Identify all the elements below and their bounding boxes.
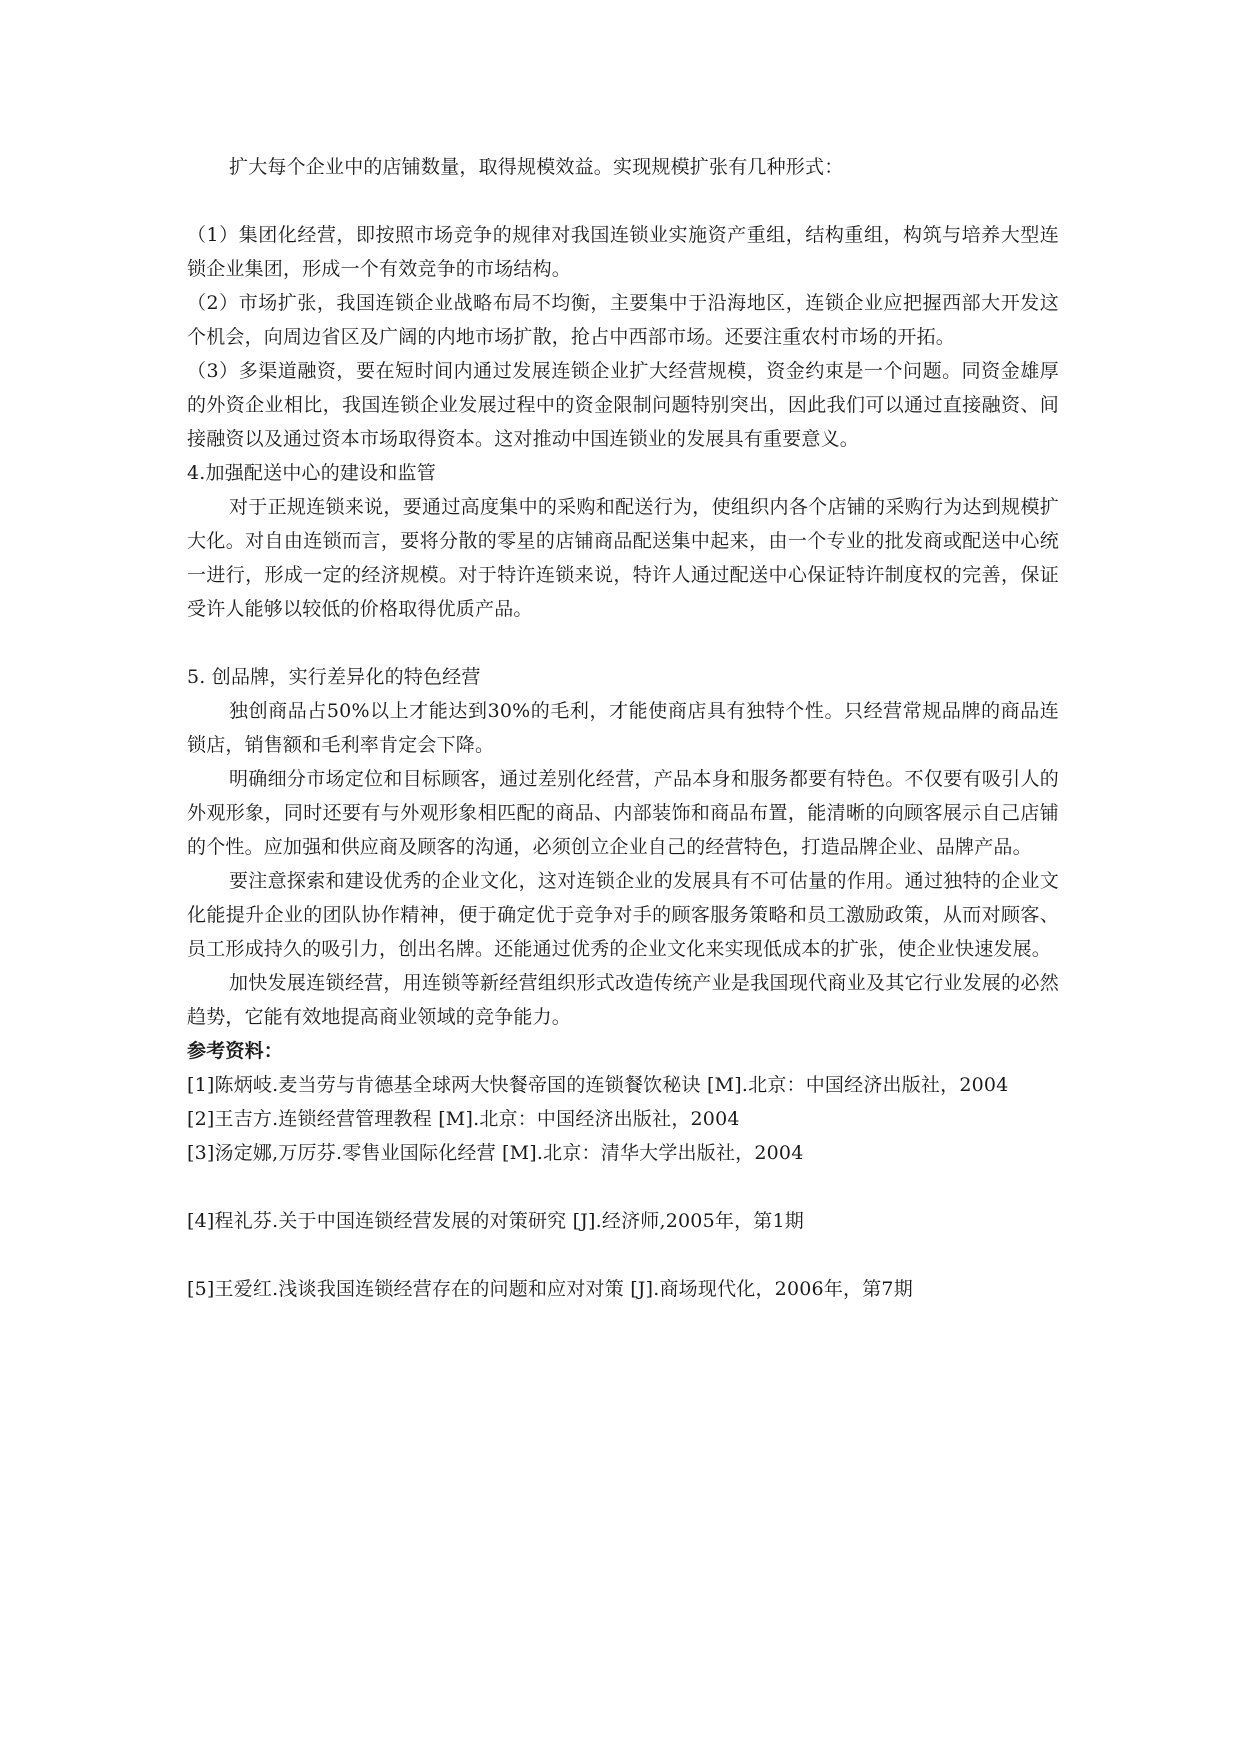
- list-item: （3）多渠道融资，要在短时间内通过发展连锁企业扩大经营规模，资金约束是一个问题。同资金雄厚的外资企业相比，我国连锁企业发展过程中的资金限制问题特别突出，因此我们可以通过直接融资、间接融资以及通过资本市场取得资本。这对推动中国连锁业的发展具有重要意义。: [187, 360, 1059, 450]
- body-paragraph: 明确细分市场定位和目标顾客，通过差别化经营，产品本身和服务都要有特色。不仅要有吸引人的外观形象，同时还要有与外观形象相匹配的商品、内部装饰和商品布置，能清晰的向顾客展示自己店铺的个性。应加强和供应商及顾客的沟通，必须创立企业自己的经营特色，打造品牌企业、品牌产品。: [187, 768, 1059, 858]
- references-title: 参考资料：: [187, 1040, 284, 1062]
- body-paragraph: 对于正规连锁来说，要通过高度集中的采购和配送行为，使组织内各个店铺的采购行为达到规模扩大化。对自由连锁而言，要将分散的零星的店铺商品配送集中起来，由一个专业的批发商或配送中心统一进行，形成一定的经济规模。对于特许连锁来说，特许人通过配送中心保证特许制度权的完善，保证受许人能够以较低的价格取得优质产品。: [187, 496, 1059, 620]
- section-heading: 4.加强配送中心的建设和监管: [187, 462, 436, 484]
- body-paragraph: 要注意探索和建设优秀的企业文化，这对连锁企业的发展具有不可估量的作用。通过独特的企业文化能提升企业的团队协作精神，便于确定优于竞争对手的顾客服务策略和员工激励政策，从而对顾客、员工形成持久的吸引力，创出名牌。还能通过优秀的企业文化来实现低成本的扩张，使企业快速发展。: [187, 870, 1059, 960]
- spacer: [187, 626, 1059, 660]
- reference-item: [4]程礼芬.关于中国连锁经营发展的对策研究 [J].经济师,2005年，第1期: [187, 1210, 804, 1232]
- body-paragraph: 独创商品占50%以上才能达到30%的毛利，才能使商店具有独特个性。只经营常规品牌的商品连锁店，销售额和毛利率肯定会下降。: [187, 700, 1059, 756]
- list-item: （1）集团化经营，即按照市场竞争的规律对我国连锁业实施资产重组，结构重组，构筑与培养大型连锁企业集团，形成一个有效竞争的市场结构。: [187, 224, 1059, 280]
- body-paragraph: 加快发展连锁经营，用连锁等新经营组织形式改造传统产业是我国现代商业及其它行业发展的必然趋势，它能有效地提高商业领域的竞争能力。: [187, 972, 1059, 1028]
- reference-item: [2]王吉方.连锁经营管理教程 [M].北京：中国经济出版社，2004: [187, 1108, 740, 1130]
- reference-item: [1]陈炳岐.麦当劳与肯德基全球两大快餐帝国的连锁餐饮秘诀 [M].北京：中国经济出版社，2004: [187, 1074, 1009, 1096]
- spacer: [187, 184, 1059, 218]
- spacer: [187, 1238, 1059, 1272]
- document-body: [187, 150, 1059, 1306]
- spacer: [187, 1170, 1059, 1204]
- intro-paragraph: 扩大每个企业中的店铺数量，取得规模效益。实现规模扩张有几种形式：: [229, 156, 844, 178]
- reference-item: [3]汤定娜,万厉芬.零售业国际化经营 [M].北京：清华大学出版社，2004: [187, 1142, 804, 1164]
- reference-item: [5]王爱红.浅谈我国连锁经营存在的问题和应对对策 [J].商场现代化，2006年，第7期: [187, 1278, 913, 1300]
- section-heading: 5. 创品牌，实行差异化的特色经营: [187, 666, 481, 688]
- list-item: （2）市场扩张，我国连锁企业战略布局不均衡，主要集中于沿海地区，连锁企业应把握西部大开发这个机会，向周边省区及广阔的内地市场扩散，抢占中西部市场。还要注重农村市场的开拓。: [187, 292, 1059, 348]
